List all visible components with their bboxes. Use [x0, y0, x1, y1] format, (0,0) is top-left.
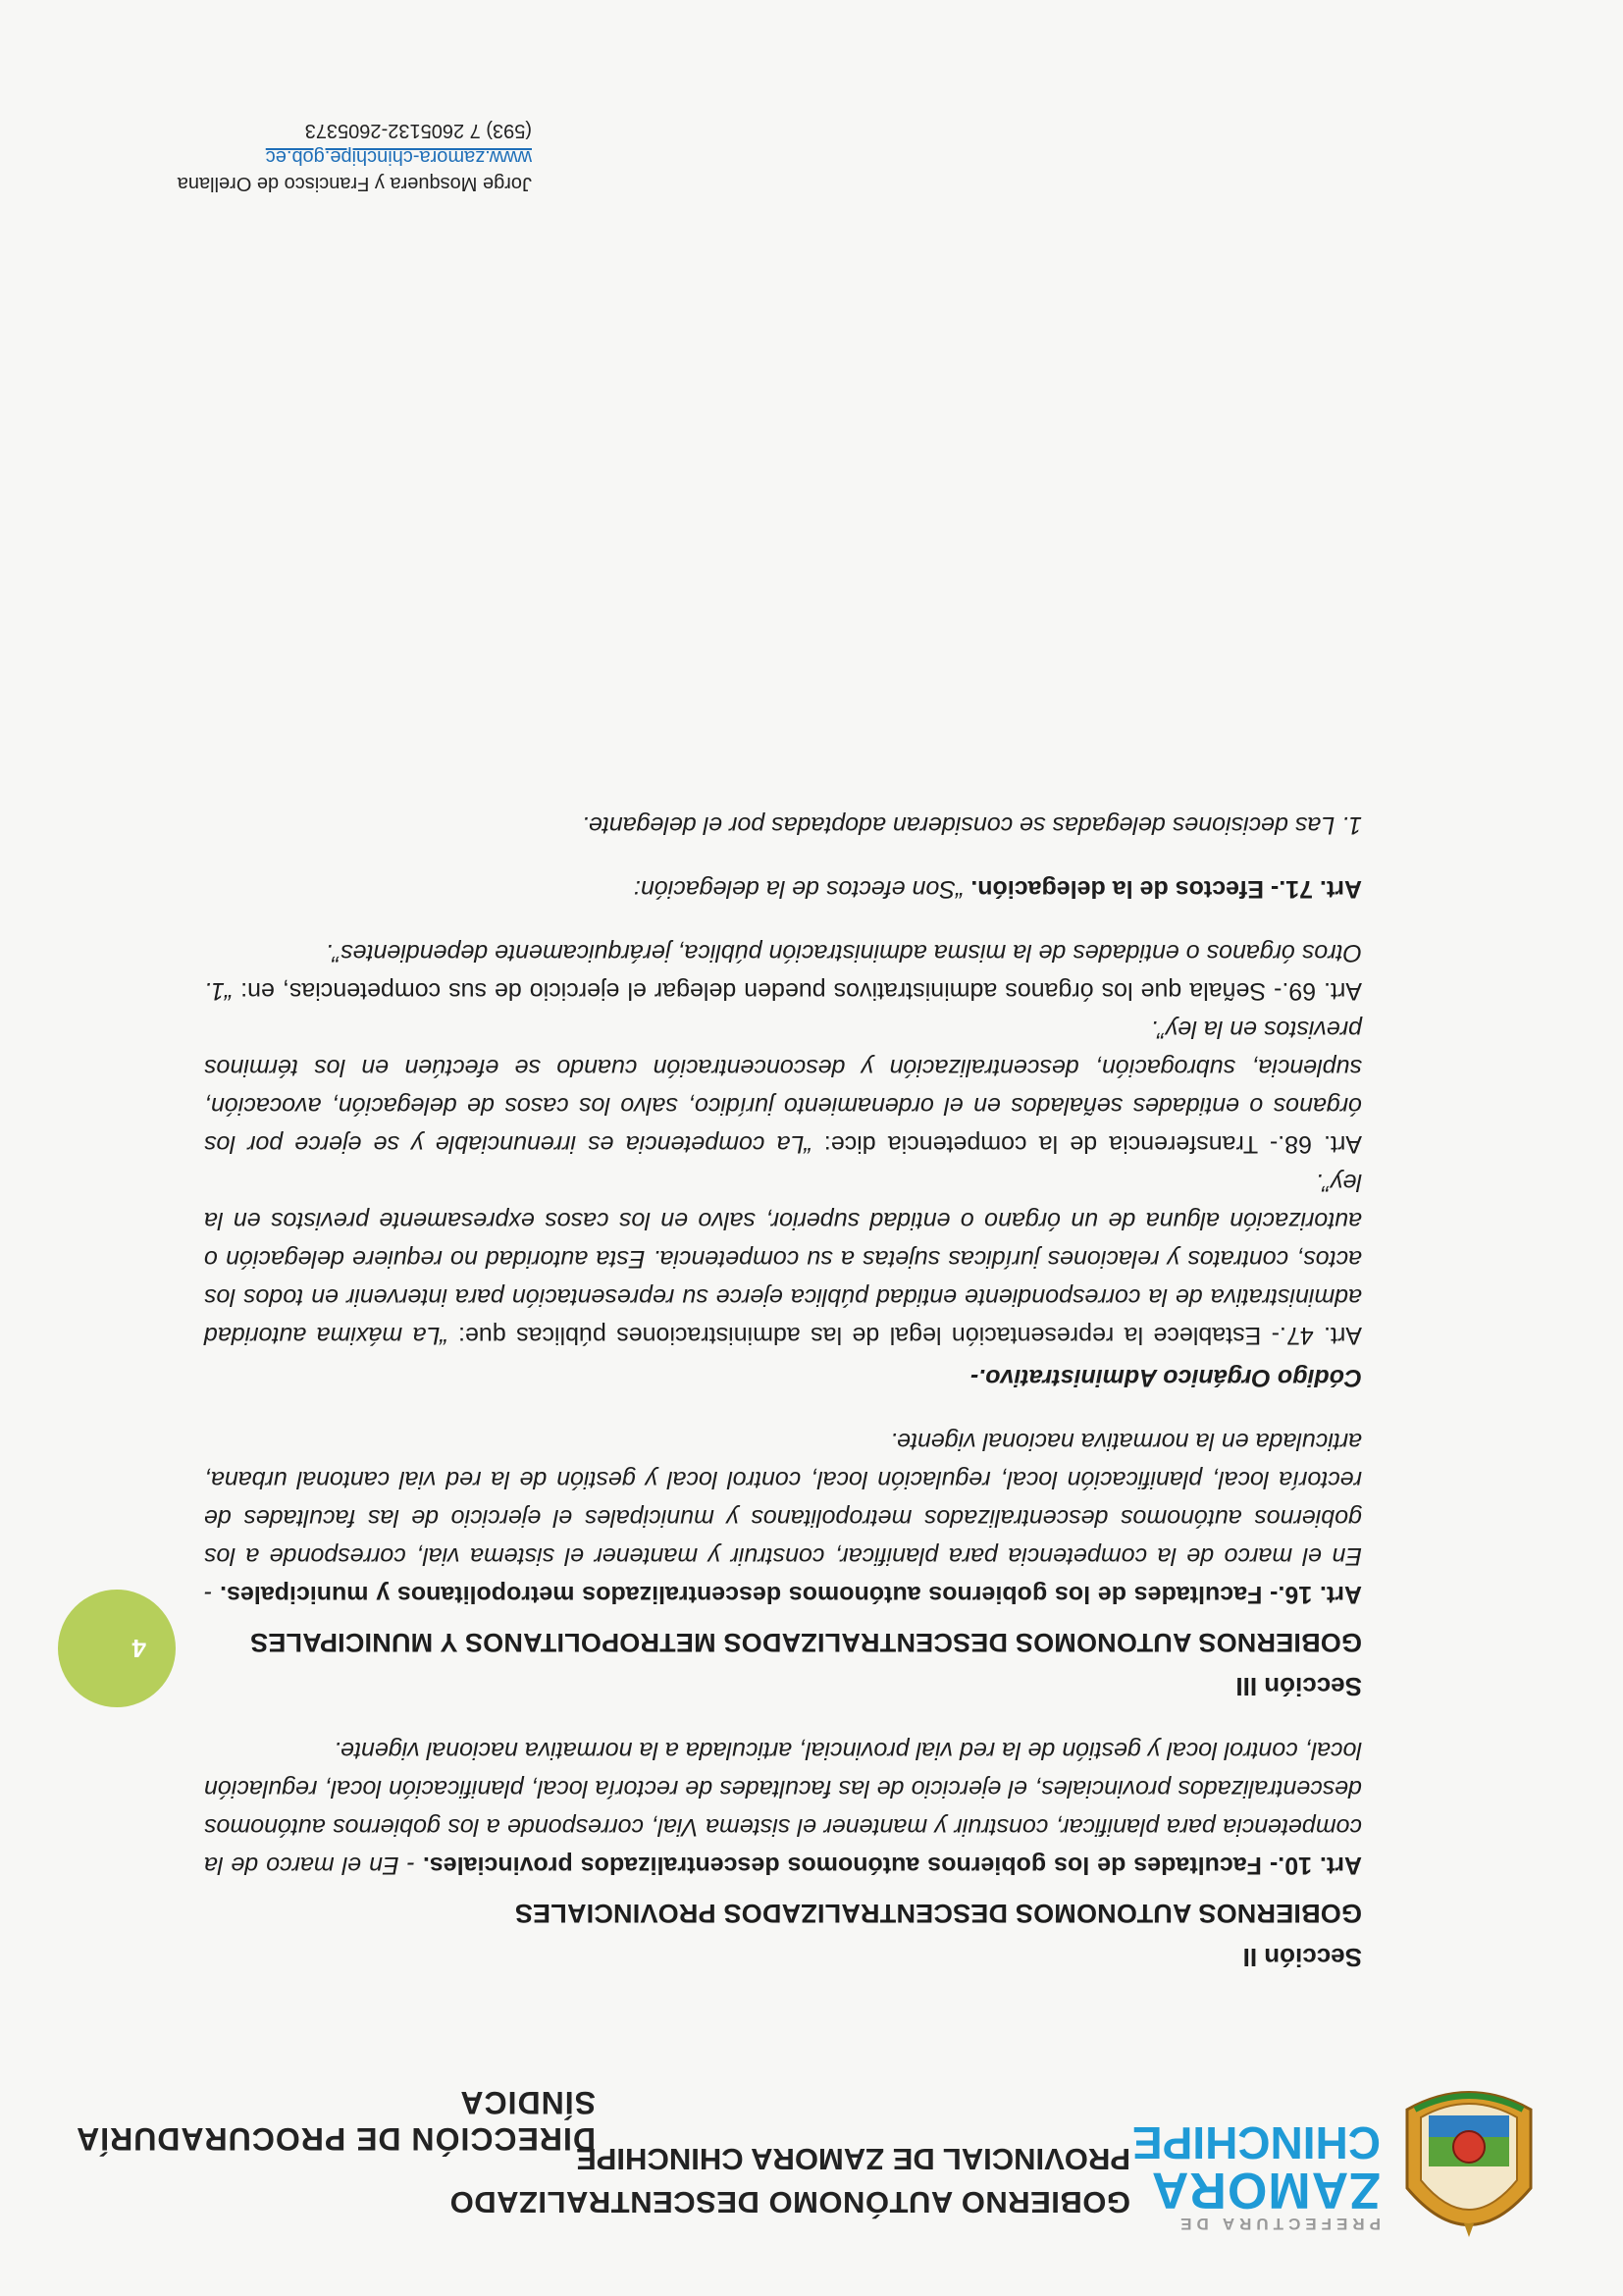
letterhead	[61, 2085, 1552, 2257]
article-47-lead: Art. 47.- Establece la representación legal de las administraciones públicas que:	[447, 1322, 1362, 1349]
department-name: DIRECCIÓN DE PROCURADURÍA SÍNDICA	[77, 2085, 596, 2157]
article-47	[204, 1163, 1362, 1354]
brand-zamora-text: ZAMORA	[1150, 2162, 1381, 2218]
article-16	[204, 1422, 1362, 1613]
footer-website-link[interactable]: www.zamora-chinchipe.gob.ec	[265, 146, 532, 168]
brand-chinchipe-text: CHINCHIPE	[1131, 2117, 1381, 2168]
article-47-quote: “La máxima autoridad administrativa de la correspondiente entidad pública ejerce su representación para intervenir en todos los actos, contratos y relaciones jurídicas sujetas a su competencia. Esta autoridad no requiere delegación o autorización alguna de un órgano o entidad superior, salvo en los casos expresamente previstos en la ley”.	[204, 1169, 1362, 1349]
section-3-title: GOBIERNOS AUTONOMOS DESCENTRALIZADOS METROPOLITANOS Y MUNICIPALES	[249, 1628, 1362, 1657]
article-69-quote: “1. Otros órganos o entidades de la misma administración pública, jerárquicamente dependientes”.	[204, 939, 1362, 1005]
brand-small-text: PREFECTURA DE	[1176, 2215, 1381, 2233]
article-71-quote: “Son efectos de la delegación:	[633, 875, 971, 903]
section-2-title: GOBIERNOS AUTONOMOS DESCENTRALIZADOS PROVINCIALES	[514, 1899, 1362, 1928]
page-number-badge: 4	[58, 1590, 176, 1707]
list-item-1: 1. Las decisiones delegadas se consideran adoptadas por el delegante.	[581, 811, 1362, 839]
document-body	[204, 806, 1362, 1976]
article-10-heading: Art. 10.- Facultades de los gobiernos autónomos descentralizados provinciales.	[422, 1852, 1362, 1879]
article-16-text: - En el marco de la competencia para planificar, construir y mantener el sistema vial, corresponde a los gobiernos autónomos descentralizados metropolitanos y municipales el ejercicio de las facultades de rectoría local, planificación local, regulación local, control local y gestión de la red vial cantonal urbana, articulada en la normativa nacional vigente.	[203, 1428, 1362, 1608]
article-10-text: - En el marco de la competencia para planificar, construir y mantener el sistema Vial, corresponde a los gobiernos autónomos descentralizados provinciales, el ejercicio de las facultades de rectoría local, planificación local, regulación local, control local y gestión de la red vial provincial, articulada a la normativa nacional vigente.	[204, 1737, 1362, 1879]
article-69	[204, 933, 1362, 1010]
article-68-quote: “La competencia es irrenunciable y se ejerce por los órganos o entidades señalados en el ordenamiento jurídico, salvo los casos de delegación, avocación, suplencia, subrogación, descentralización y desconcentración cuando se efectúen en los términos previstos en la ley”.	[204, 1016, 1362, 1158]
brand-wordmark	[1131, 2117, 1381, 2233]
article-71	[204, 869, 1362, 908]
article-10	[204, 1731, 1362, 1884]
footer-address: Jorge Mosquera y Francisco de Orellana	[177, 173, 532, 194]
article-68-lead: Art. 68.- Transferencia de la competencia dice:	[812, 1130, 1362, 1158]
gov-line-1: GOBIERNO AUTÓNOMO DESCENTRALIZADO	[449, 2185, 1130, 2219]
gov-line-2: PROVINCIAL DE ZAMORA CHINCHIPE	[576, 2142, 1130, 2176]
article-68	[204, 1010, 1362, 1163]
code-title: Código Orgánico Administrativo.-	[969, 1364, 1362, 1391]
article-69-lead: Art. 69.- Señala que los órganos administrativos pueden delegar el ejercicio de sus competencias, en:	[233, 977, 1362, 1005]
footer-contact	[139, 117, 532, 196]
footer-phone: (593) 7 2605132-2605373	[304, 120, 532, 141]
prefecture-crest-logo	[1395, 2085, 1543, 2257]
article-16-heading: Art. 16.- Facultades de los gobiernos autónomos descentralizados metropolitanos y municipales.	[220, 1581, 1362, 1608]
section-3-label: Sección III	[1235, 1672, 1362, 1701]
article-71-heading: Art. 71.- Efectos de la delegación.	[970, 875, 1362, 903]
section-2-label: Sección II	[1242, 1943, 1362, 1972]
